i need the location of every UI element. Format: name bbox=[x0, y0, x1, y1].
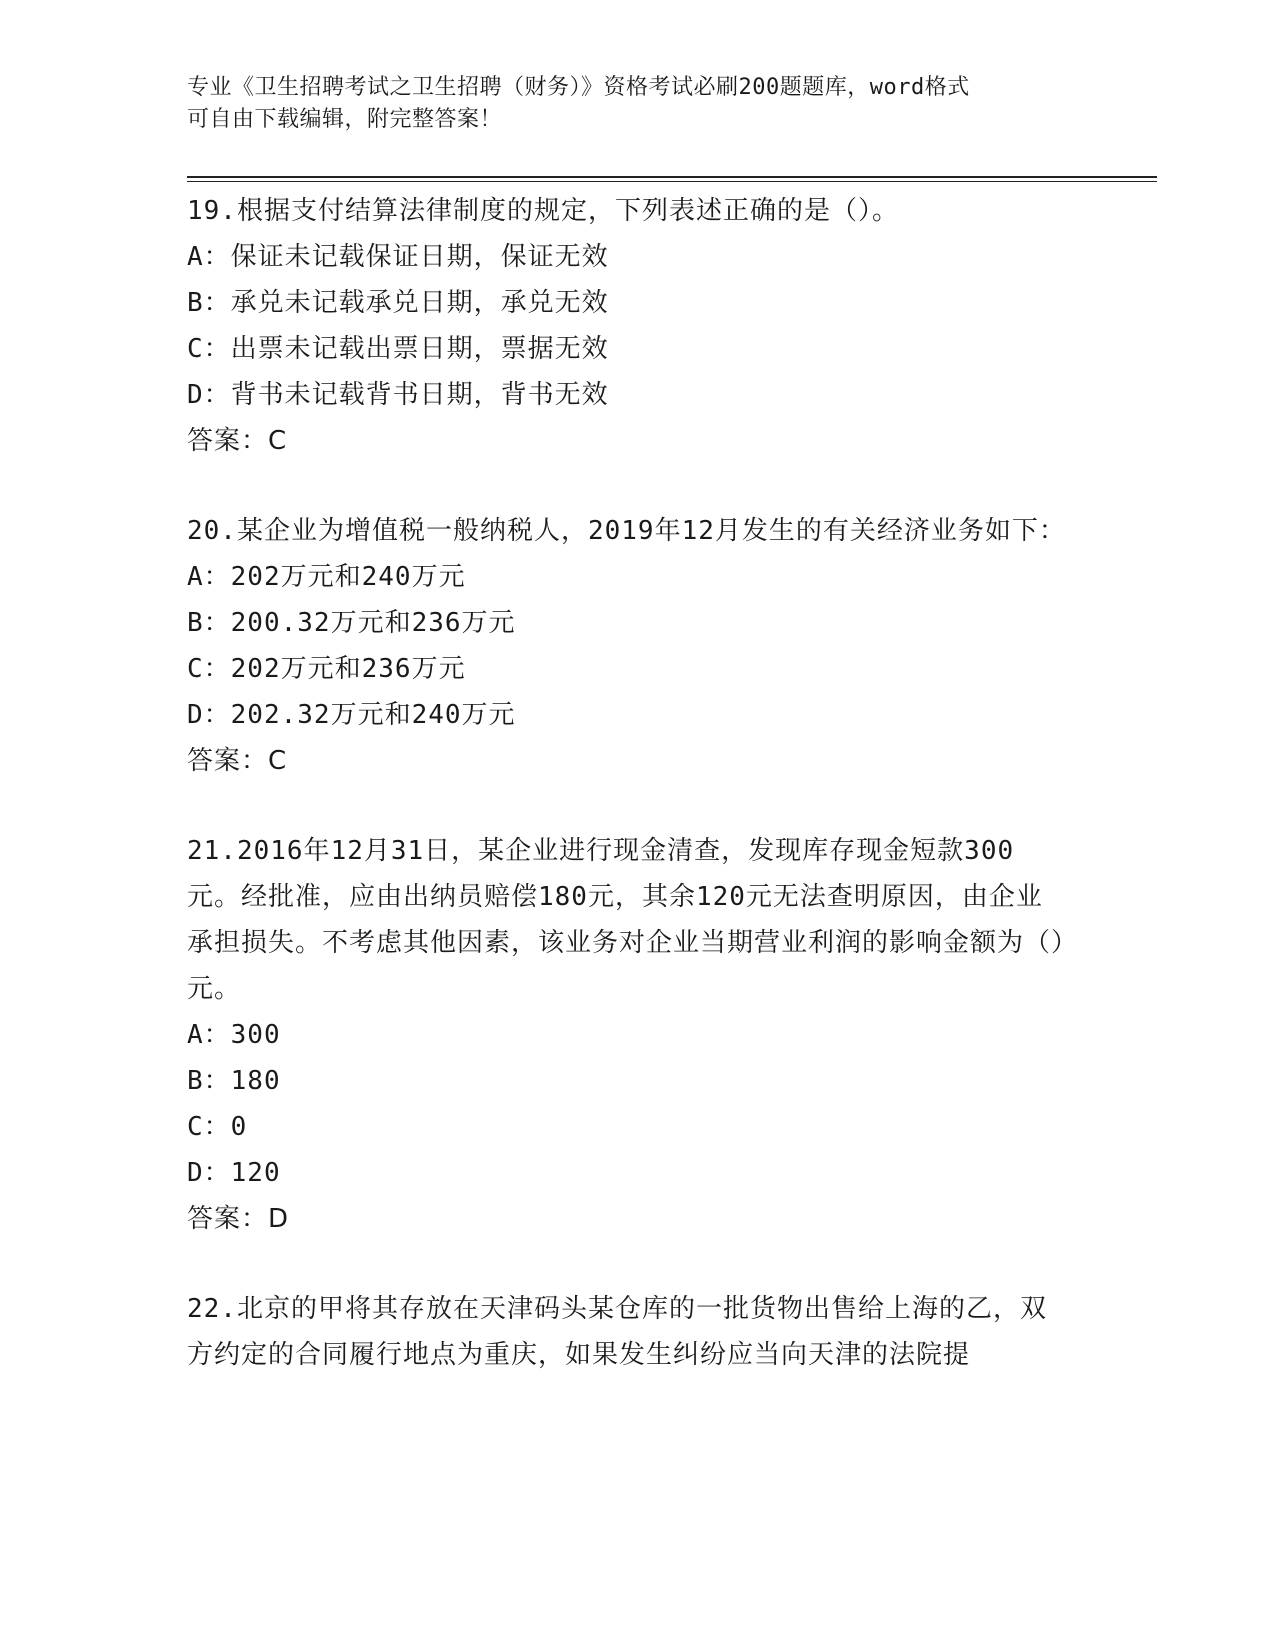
option-a: A：保证未记载保证日期，保证无效 bbox=[187, 242, 609, 272]
answer-line: 答案：C bbox=[187, 746, 288, 776]
option-d: D：背书未记载背书日期，背书无效 bbox=[187, 380, 609, 410]
answer-line: 答案：D bbox=[187, 1204, 290, 1234]
spacer bbox=[187, 464, 1067, 508]
spacer bbox=[187, 784, 1067, 828]
question-stem: 22.北京的甲将其存放在天津码头某仓库的一批货物出售给上海的乙，双方约定的合同履行地点为重庆，如果发生纠纷应当向天津的法院提 bbox=[187, 1294, 1047, 1370]
header-rule-thick bbox=[187, 176, 1157, 178]
option-d: D：120 bbox=[187, 1158, 281, 1188]
option-a: A：202万元和240万元 bbox=[187, 562, 466, 592]
option-b: B：承兑未记载承兑日期，承兑无效 bbox=[187, 288, 609, 318]
question-stem: 21.2016年12月31日，某企业进行现金清查，发现库存现金短款300元。经批准，应由出纳员赔偿180元，其余120元无法查明原因，由企业承担损失。不考虑其他因素，该业务对企业当期营业利润的影响金额为（）元。 bbox=[187, 836, 1066, 1004]
question-19 bbox=[187, 188, 1067, 464]
option-b: B：200.32万元和236万元 bbox=[187, 608, 516, 638]
header-title-line-2: 可自由下载编辑，附完整答案！ bbox=[187, 107, 503, 132]
spacer bbox=[187, 1242, 1067, 1286]
option-b: B：180 bbox=[187, 1066, 281, 1096]
option-d: D：202.32万元和240万元 bbox=[187, 700, 516, 730]
question-stem: 20.某企业为增值税一般纳税人，2019年12月发生的有关经济业务如下： bbox=[187, 516, 1066, 546]
header-title-line-1: 专业《卫生招聘考试之卫生招聘（财务）》资格考试必刷200题题库，word格式 bbox=[187, 75, 970, 100]
question-20 bbox=[187, 508, 1067, 784]
option-c: C：出票未记载出票日期，票据无效 bbox=[187, 334, 609, 364]
header-rule-thin bbox=[187, 181, 1157, 182]
document-header bbox=[187, 72, 1067, 136]
question-22 bbox=[187, 1286, 1067, 1378]
option-c: C：0 bbox=[187, 1112, 248, 1142]
question-21 bbox=[187, 828, 1067, 1242]
answer-line: 答案：C bbox=[187, 426, 288, 456]
question-list bbox=[187, 188, 1067, 1378]
option-a: A：300 bbox=[187, 1020, 281, 1050]
question-stem: 19.根据支付结算法律制度的规定，下列表述正确的是（）。 bbox=[187, 196, 899, 226]
option-c: C：202万元和236万元 bbox=[187, 654, 466, 684]
